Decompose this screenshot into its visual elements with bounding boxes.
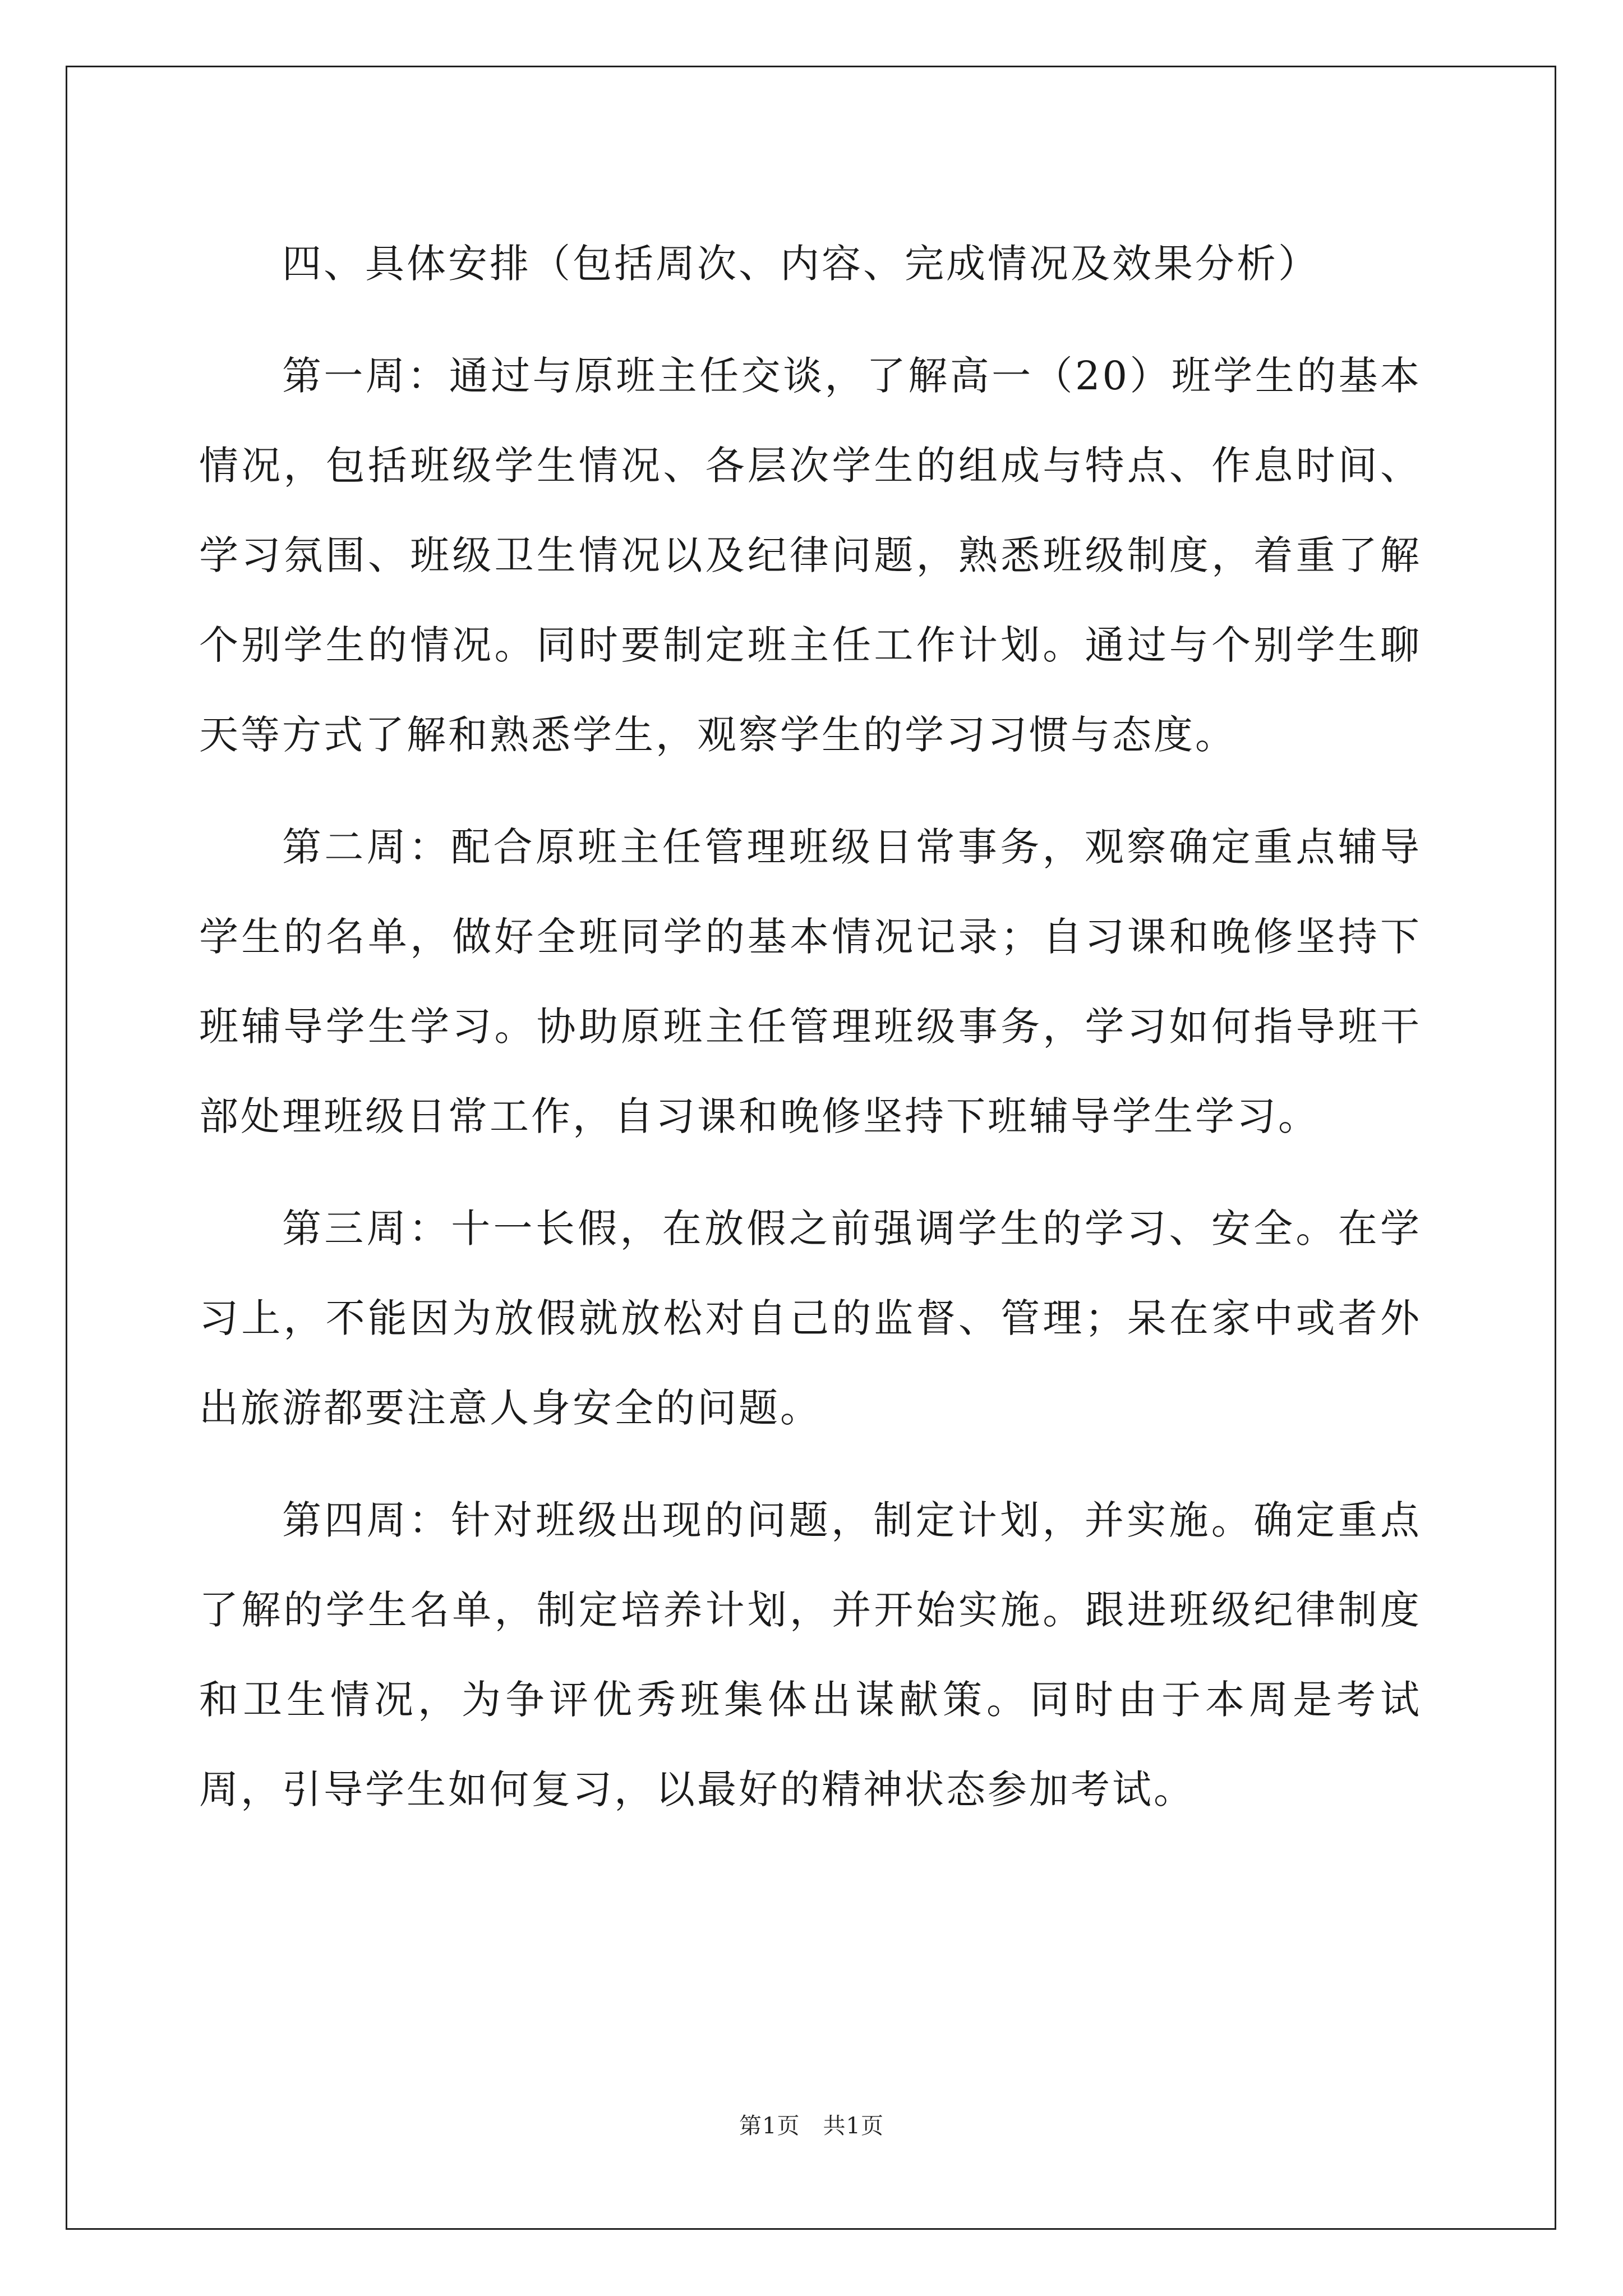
page-footer: 第1页 共1页 — [739, 2113, 884, 2139]
paragraph-week-2: 第二周：配合原班主任管理班级日常事务，观察确定重点辅导学生的名单，做好全班同学的基本情况记录；自习课和晚修坚持下班辅导学生学习。协助原班主任管理班级事务，学习如何指导班干部处理班级日常工作，自习课和晚修坚持下班辅导学生学习。 — [199, 824, 1422, 1139]
section-heading: 四、具体安排（包括周次、内容、完成情况及效果分析） — [282, 241, 1320, 287]
paragraph-week-4: 第四周：针对班级出现的问题，制定计划，并实施。确定重点了解的学生名单，制定培养计划，并开始实施。跟进班级纪律制度和卫生情况，为争评优秀班集体出谋献策。同时由于本周是考试周，引导学生如何复习，以最好的精神状态参加考试。 — [199, 1497, 1422, 1812]
paragraph-week-3: 第三周：十一长假，在放假之前强调学生的学习、安全。在学习上，不能因为放假就放松对自己的监督、管理；呆在家中或者外出旅游都要注意人身安全的问题。 — [199, 1205, 1422, 1431]
paragraph-week-1: 第一周：通过与原班主任交谈，了解高一（20）班学生的基本情况，包括班级学生情况、各层次学生的组成与特点、作息时间、学习氛围、班级卫生情况以及纪律问题，熟悉班级制度，着重了解个别学生的情况。同时要制定班主任工作计划。通过与个别学生聊天等方式了解和熟悉学生，观察学生的学习习惯与态度。 — [199, 353, 1422, 758]
document-body — [199, 219, 1422, 1834]
